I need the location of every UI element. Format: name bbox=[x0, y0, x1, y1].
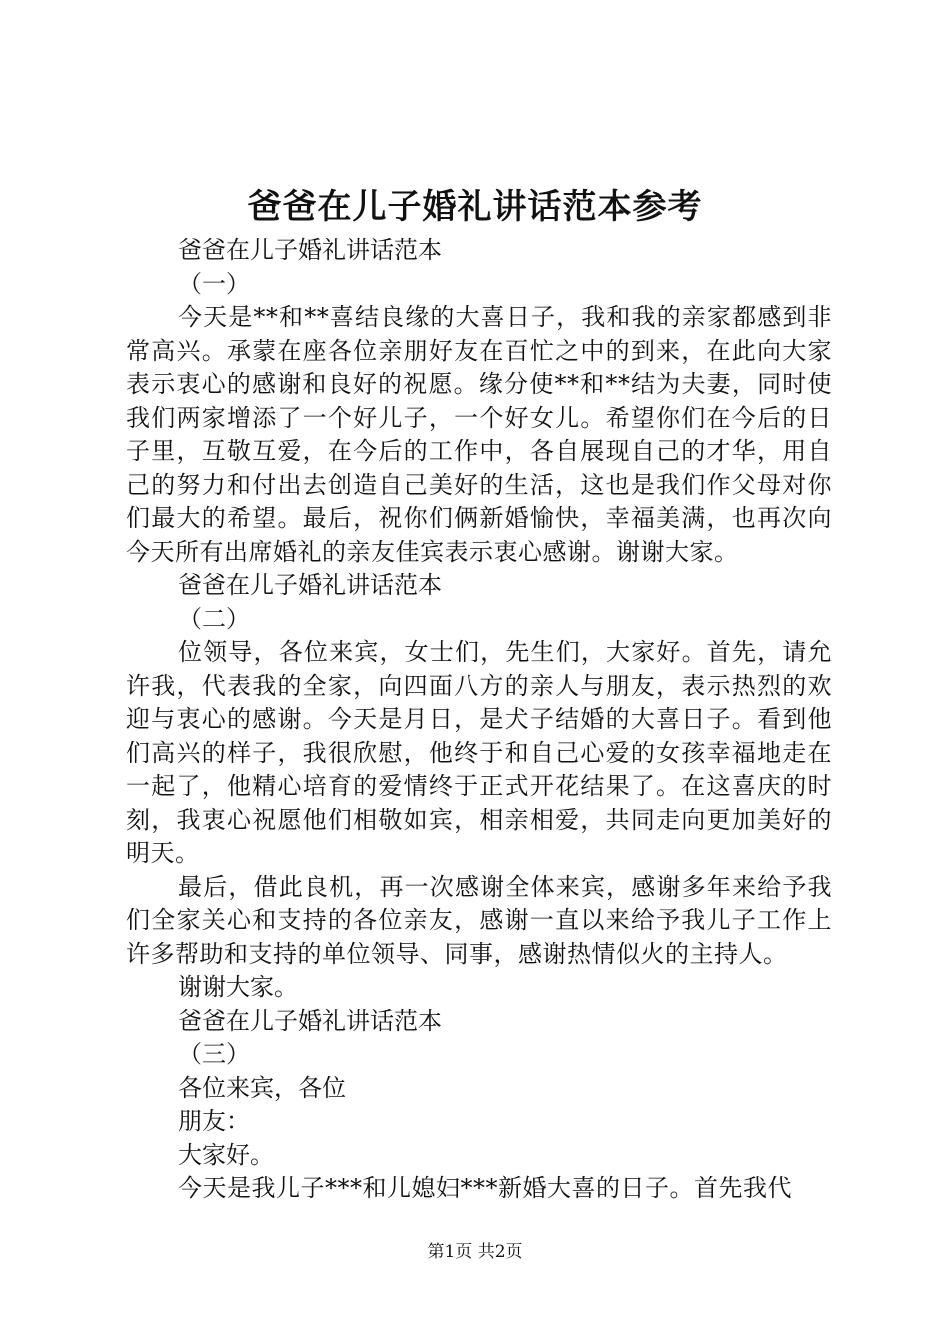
section-number: （一） bbox=[178, 269, 250, 298]
section-number: （三） bbox=[178, 1040, 250, 1068]
body-paragraph: 最后，借此良机，再一次感谢全体来宾，感谢多年来给予我们全家关心和支持的各位亲友，感谢一直以来给予我儿子工作上许多帮助和支持的单位领导、同事，感谢热情似火的主持人。 bbox=[126, 872, 832, 968]
section-number: （二） bbox=[178, 604, 250, 633]
body-paragraph: 今天是我儿子***和儿媳妇***新婚大喜的日子。首先我代 bbox=[178, 1174, 792, 1202]
greeting-line: 大家好。 bbox=[178, 1140, 274, 1169]
document-title: 爸爸在儿子婚礼讲话范本参考 bbox=[247, 187, 703, 227]
document-body bbox=[126, 234, 832, 1206]
body-paragraph: 今天是**和**喜结良缘的大喜日子，我和我的亲家都感到非常高兴。承蒙在座各位亲朋好友在百忙之中的到来，在此向大家表示衷心的感谢和良好的祝愿。缘分使**和**结为夫妻，同时使我们两家增添了一个好儿子，一个好女儿。希望你们在今后的日子里，互敬互爱，在今后的工作中，各自展现自己的才华，用自己的努力和付出去创造自己美好的生活，这也是我们作父母对你们最大的希望。最后，祝你们俩新婚愉快，幸福美满，也再次向今天所有出席婚礼的亲友佳宾表示衷心感谢。谢谢大家。 bbox=[126, 303, 832, 566]
page-footer: 第1页 共2页 bbox=[427, 1242, 523, 1262]
section-heading: 爸爸在儿子婚礼讲话范本 bbox=[178, 1006, 442, 1035]
salutation-line: 朋友： bbox=[178, 1107, 250, 1135]
section-heading: 爸爸在儿子婚礼讲话范本 bbox=[178, 571, 442, 599]
section-heading: 爸爸在儿子婚礼讲话范本 bbox=[178, 236, 442, 264]
salutation-line: 各位来宾，各位 bbox=[178, 1073, 346, 1102]
body-paragraph: 位领导，各位来宾，女士们，先生们，大家好。首先，请允许我，代表我的全家，向四面八方的亲人与朋友，表示热烈的欢迎与衷心的感谢。今天是月日，是犬子结婚的大喜日子。看到他们高兴的样子，我很欣慰，他终于和自己心爱的女孩幸福地走在一起了，他精心培育的爱情终于正式开花结果了。在这喜庆的时刻，我衷心祝愿他们相敬如宾，相亲相爱，共同走向更加美好的明天。 bbox=[126, 638, 832, 867]
closing-line: 谢谢大家。 bbox=[178, 973, 298, 1001]
